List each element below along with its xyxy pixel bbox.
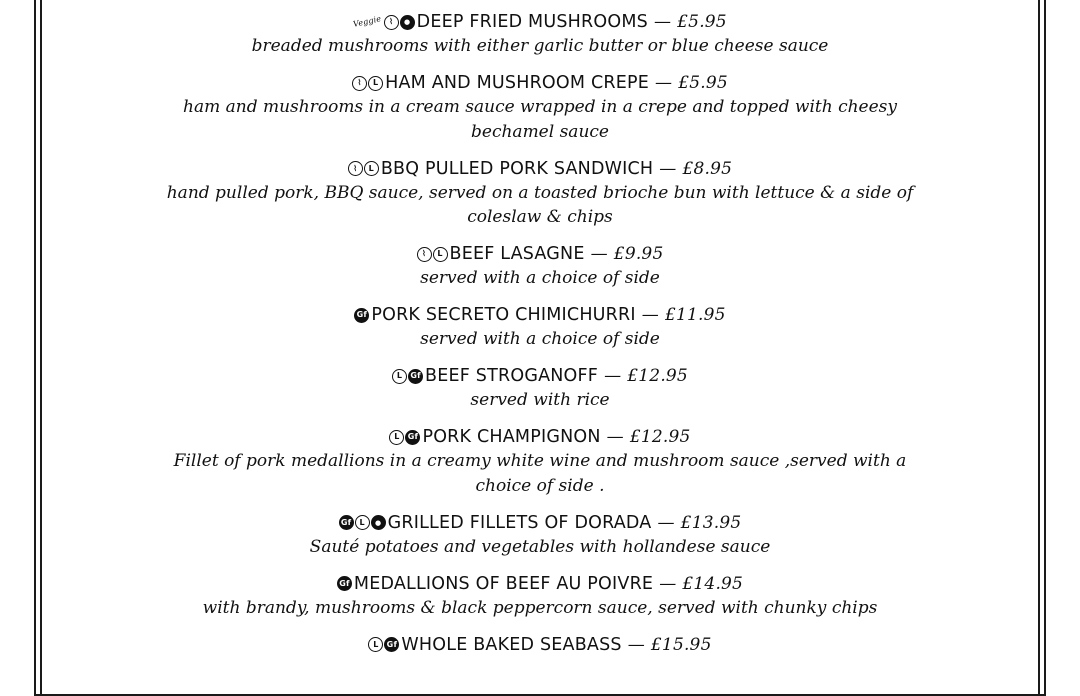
dish-price: £12.95 xyxy=(629,427,691,447)
menu-item xyxy=(50,242,1030,291)
price-separator: — xyxy=(604,366,622,386)
menu-item xyxy=(50,364,1030,413)
dish-price: £13.95 xyxy=(680,512,742,533)
dish-price: £11.95 xyxy=(664,305,726,325)
menu-item xyxy=(50,633,1030,657)
dietary-icons xyxy=(392,369,424,384)
lactose-icon: L xyxy=(368,637,383,652)
dish-price: £9.95 xyxy=(613,244,664,264)
price-separator: — xyxy=(659,573,677,594)
lactose-icon: L xyxy=(389,430,404,445)
dish-price: £14.95 xyxy=(682,573,744,594)
menu-item xyxy=(50,10,1030,59)
menu-item-heading xyxy=(50,157,1030,181)
menu-item xyxy=(50,303,1030,352)
dish-price: £8.95 xyxy=(682,158,733,179)
dish-description: ham and mushrooms in a cream sauce wrapped in a crepe and topped with cheesy bechamel sauce xyxy=(183,97,897,142)
menu-item xyxy=(50,71,1030,144)
dish-description: served with a choice of side xyxy=(420,268,660,288)
dish-name: PORK CHAMPIGNON xyxy=(422,427,601,447)
menu-item xyxy=(50,425,1030,498)
gluten-free-icon: Gf xyxy=(337,576,352,591)
menu-item-heading xyxy=(50,364,1030,388)
dietary-icons xyxy=(337,576,353,591)
dish-name: MEDALLIONS OF BEEF AU POIVRE xyxy=(353,573,654,594)
dietary-icons xyxy=(368,637,400,652)
dish-name: DEEP FRIED MUSHROOMS xyxy=(416,12,648,32)
price-separator: — xyxy=(606,427,624,447)
gluten-free-icon: Gf xyxy=(408,369,423,384)
dish-description: with brandy, mushrooms & black peppercorn sauce, served with chunky chips xyxy=(202,597,878,618)
gluten-free-icon: Gf xyxy=(354,308,369,323)
dish-description: Fillet of pork medallions in a creamy white wine and mushroom sauce ,served with a choice of side . xyxy=(173,451,907,496)
lactose-icon: L xyxy=(392,369,407,384)
price-separator: — xyxy=(655,73,673,93)
dish-description: Sauté potatoes and vegetables with hollandese sauce xyxy=(309,536,771,557)
menu-item-heading xyxy=(50,511,1030,535)
gluten-free-icon: Gf xyxy=(384,637,399,652)
dish-description: hand pulled pork, BBQ sauce, served on a toasted brioche bun with lettuce & a side of coleslaw & chips xyxy=(166,182,914,227)
menu-item xyxy=(50,572,1030,621)
dish-name: WHOLE BAKED SEABASS xyxy=(401,634,622,655)
price-separator: — xyxy=(653,12,672,32)
dish-name: BEEF STROGANOFF xyxy=(425,366,599,386)
veggie-label: Veggie xyxy=(352,14,383,29)
lactose-icon: L xyxy=(433,247,448,262)
price-separator: — xyxy=(590,244,608,264)
dish-name: PORK SECRETO CHIMICHURRI xyxy=(371,305,636,325)
dish-name: BBQ PULLED PORK SANDWICH xyxy=(380,158,654,179)
dietary-icons xyxy=(352,76,384,91)
menu-item xyxy=(50,157,1030,230)
dietary-icons xyxy=(389,430,421,445)
price-separator: — xyxy=(659,158,677,179)
drop-icon: ● xyxy=(400,15,415,30)
lactose-icon: L xyxy=(364,161,379,176)
dish-price: £5.95 xyxy=(677,12,727,32)
dish-name: HAM AND MUSHROOM CREPE xyxy=(385,73,649,93)
menu-item-heading xyxy=(50,71,1030,95)
dish-description: served with a choice of side xyxy=(420,329,660,349)
dietary-icons xyxy=(354,308,370,323)
dish-price: £15.95 xyxy=(650,634,712,655)
price-separator: — xyxy=(641,305,659,325)
drop-icon: ● xyxy=(371,515,386,530)
dish-price: £5.95 xyxy=(678,73,728,93)
menu-item-heading xyxy=(50,425,1030,449)
gluten-icon: ⌇ xyxy=(384,15,399,30)
menu-item-heading xyxy=(50,242,1030,266)
dietary-icons xyxy=(348,161,380,176)
menu-item xyxy=(50,511,1030,560)
price-separator: — xyxy=(657,512,675,533)
dish-name: BEEF LASAGNE xyxy=(449,244,585,264)
dietary-icons xyxy=(417,247,449,262)
gluten-icon: ⌇ xyxy=(348,161,363,176)
dietary-icons xyxy=(353,10,416,34)
menu-item-heading xyxy=(50,572,1030,596)
dish-name: GRILLED FILLETS OF DORADA xyxy=(387,512,652,533)
dish-price: £12.95 xyxy=(627,366,688,386)
menu-item-heading xyxy=(50,10,1030,34)
lactose-icon: L xyxy=(368,76,383,91)
price-separator: — xyxy=(627,634,645,655)
dish-description: breaded mushrooms with either garlic butter or blue cheese sauce xyxy=(251,36,829,56)
gluten-free-icon: Gf xyxy=(405,430,420,445)
menu-item-heading xyxy=(50,303,1030,327)
lactose-icon: L xyxy=(355,515,370,530)
dietary-icons xyxy=(339,515,387,530)
gluten-icon: ⌇ xyxy=(417,247,432,262)
gluten-icon: ⌇ xyxy=(352,76,367,91)
gluten-free-icon: Gf xyxy=(339,515,354,530)
menu-item-heading xyxy=(50,633,1030,657)
menu-list xyxy=(50,10,1030,669)
dish-description: served with rice xyxy=(470,390,610,410)
